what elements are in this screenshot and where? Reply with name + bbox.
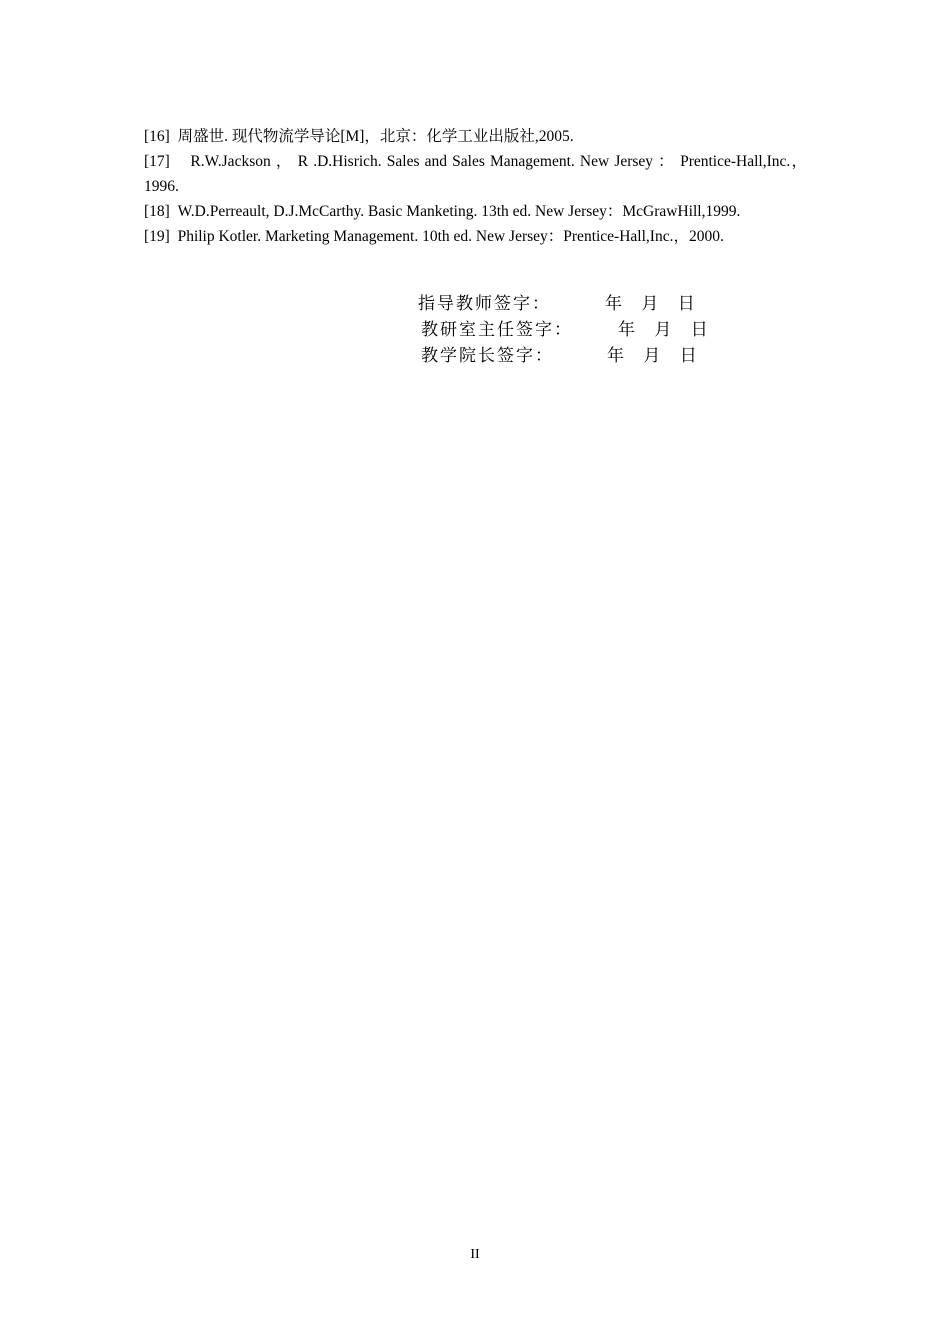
signature-label: 指导教师签字： [418,294,551,314]
page-number: II [470,1247,480,1262]
signature-label: 教学院长签字： [421,346,554,366]
signature-date: 年 月 日 [618,320,708,340]
signature-date: 年 月 日 [605,294,695,314]
reference-number: [19] [144,228,170,245]
reference-number: [18] [144,203,170,220]
reference-text: Philip Kotler. Marketing Management. 10th ed. New Jersey：Prentice-Hall,Inc.，2000. [177,228,724,245]
reference-item [144,199,807,224]
signature-label: 教研室主任签字： [421,320,573,340]
reference-item [144,124,807,149]
reference-text: 周盛世. 现代物流学导论[M]，北京：化学工业出版社,2005. [177,128,574,145]
reference-text: R.W.Jackson ， R .D.Hisrich. Sales and Sales Management. New Jersey ： Prentice-Hall,Inc.，1996. [144,153,808,195]
reference-list [144,124,807,249]
reference-item [144,149,807,199]
reference-text: W.D.Perreault, D.J.McCarthy. Basic Manketing. 13th ed. New Jersey：McGrawHill,1999. [177,203,741,220]
reference-number: [17] [144,153,170,170]
signature-date: 年 月 日 [607,346,697,366]
reference-number: [16] [144,128,170,145]
reference-item [144,224,807,249]
